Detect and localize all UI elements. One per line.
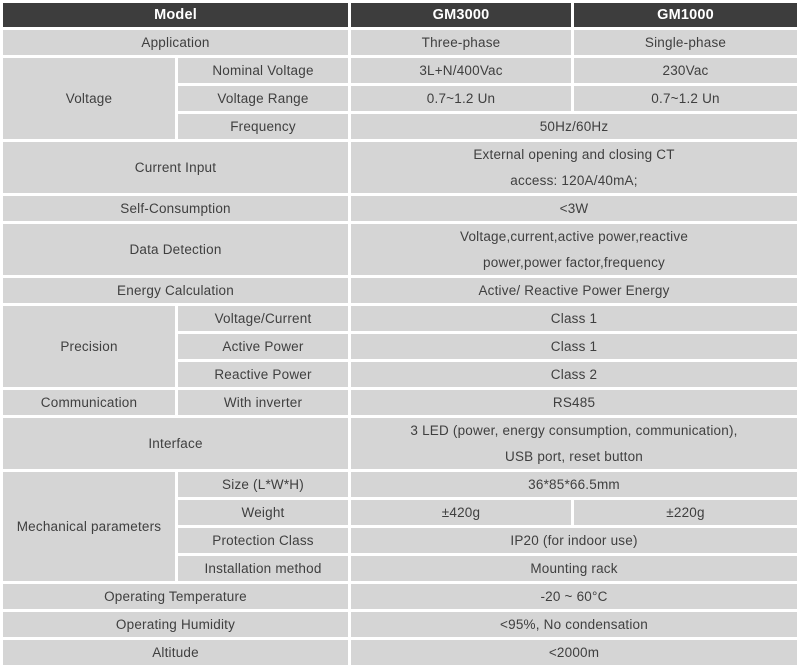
cell-data-detection-value: [351, 224, 797, 275]
row-current-input: [3, 142, 797, 193]
cell-interface-value: [351, 418, 797, 469]
cell-voltage-range-label: Voltage Range: [178, 86, 348, 111]
cell-nominal-voltage-gm1000: 230Vac: [574, 58, 797, 83]
cell-weight-gm3000: ±420g: [351, 500, 571, 525]
cell-voltage-range-gm3000: 0.7~1.2 Un: [351, 86, 571, 111]
cell-frequency-value: 50Hz/60Hz: [351, 114, 797, 139]
current-input-line1: External opening and closing CT: [473, 147, 675, 162]
cell-application-gm3000: Three-phase: [351, 30, 571, 55]
cell-voltage-group-label: Voltage: [3, 58, 175, 139]
cell-protection-class-label: Protection Class: [178, 528, 348, 553]
cell-self-consumption-value: <3W: [351, 196, 797, 221]
cell-energy-calculation-value: Active/ Reactive Power Energy: [351, 278, 797, 303]
cell-communication-label: Communication: [3, 390, 175, 415]
cell-interface-label: Interface: [3, 418, 348, 469]
row-nominal-voltage: [3, 58, 797, 83]
cell-precision-voltage-current-value: Class 1: [351, 306, 797, 331]
row-operating-humidity: [3, 612, 797, 637]
cell-frequency-label: Frequency: [178, 114, 348, 139]
cell-weight-gm1000: ±220g: [574, 500, 797, 525]
cell-size-value: 36*85*66.5mm: [351, 472, 797, 497]
data-detection-line2: power,power factor,frequency: [483, 254, 665, 270]
row-application: [3, 30, 797, 55]
cell-operating-humidity-value: <95%, No condensation: [351, 612, 797, 637]
row-operating-temperature: [3, 584, 797, 609]
cell-current-input-value: [351, 142, 797, 193]
cell-mechanical-group-label: Mechanical parameters: [3, 472, 175, 581]
cell-data-detection-label: Data Detection: [3, 224, 348, 275]
interface-line2: USB port, reset button: [505, 448, 643, 464]
cell-precision-voltage-current-label: Voltage/Current: [178, 306, 348, 331]
cell-communication-value: RS485: [351, 390, 797, 415]
cell-nominal-voltage-label: Nominal Voltage: [178, 58, 348, 83]
cell-precision-reactive-power-label: Reactive Power: [178, 362, 348, 387]
cell-precision-group-label: Precision: [3, 306, 175, 387]
cell-installation-method-label: Installation method: [178, 556, 348, 581]
row-altitude: [3, 640, 797, 665]
cell-altitude-label: Altitude: [3, 640, 348, 665]
cell-installation-method-value: Mounting rack: [351, 556, 797, 581]
header-gm3000: GM3000: [351, 3, 571, 27]
interface-line1: 3 LED (power, energy consumption, communication),: [410, 423, 738, 438]
header-row: [3, 3, 797, 27]
data-detection-line1: Voltage,current,active power,reactive: [460, 229, 689, 244]
cell-weight-label: Weight: [178, 500, 348, 525]
cell-protection-class-value: IP20 (for indoor use): [351, 528, 797, 553]
cell-operating-temperature-value: -20 ~ 60°C: [351, 584, 797, 609]
row-energy-calculation: [3, 278, 797, 303]
header-model: Model: [3, 3, 348, 27]
cell-energy-calculation-label: Energy Calculation: [3, 278, 348, 303]
cell-precision-reactive-power-value: Class 2: [351, 362, 797, 387]
row-interface: [3, 418, 797, 469]
cell-voltage-range-gm1000: 0.7~1.2 Un: [574, 86, 797, 111]
row-communication: [3, 390, 797, 415]
row-size: [3, 472, 797, 497]
cell-communication-sublabel: With inverter: [178, 390, 348, 415]
cell-altitude-value: <2000m: [351, 640, 797, 665]
cell-size-label: Size (L*W*H): [178, 472, 348, 497]
row-data-detection: [3, 224, 797, 275]
cell-precision-active-power-value: Class 1: [351, 334, 797, 359]
header-gm1000: GM1000: [574, 3, 797, 27]
cell-operating-humidity-label: Operating Humidity: [3, 612, 348, 637]
row-precision-voltage-current: [3, 306, 797, 331]
cell-operating-temperature-label: Operating Temperature: [3, 584, 348, 609]
cell-precision-active-power-label: Active Power: [178, 334, 348, 359]
current-input-line2: access: 120A/40mA;: [510, 172, 638, 188]
row-self-consumption: [3, 196, 797, 221]
cell-current-input-label: Current Input: [3, 142, 348, 193]
cell-self-consumption-label: Self-Consumption: [3, 196, 348, 221]
cell-application-label: Application: [3, 30, 348, 55]
cell-nominal-voltage-gm3000: 3L+N/400Vac: [351, 58, 571, 83]
cell-application-gm1000: Single-phase: [574, 30, 797, 55]
